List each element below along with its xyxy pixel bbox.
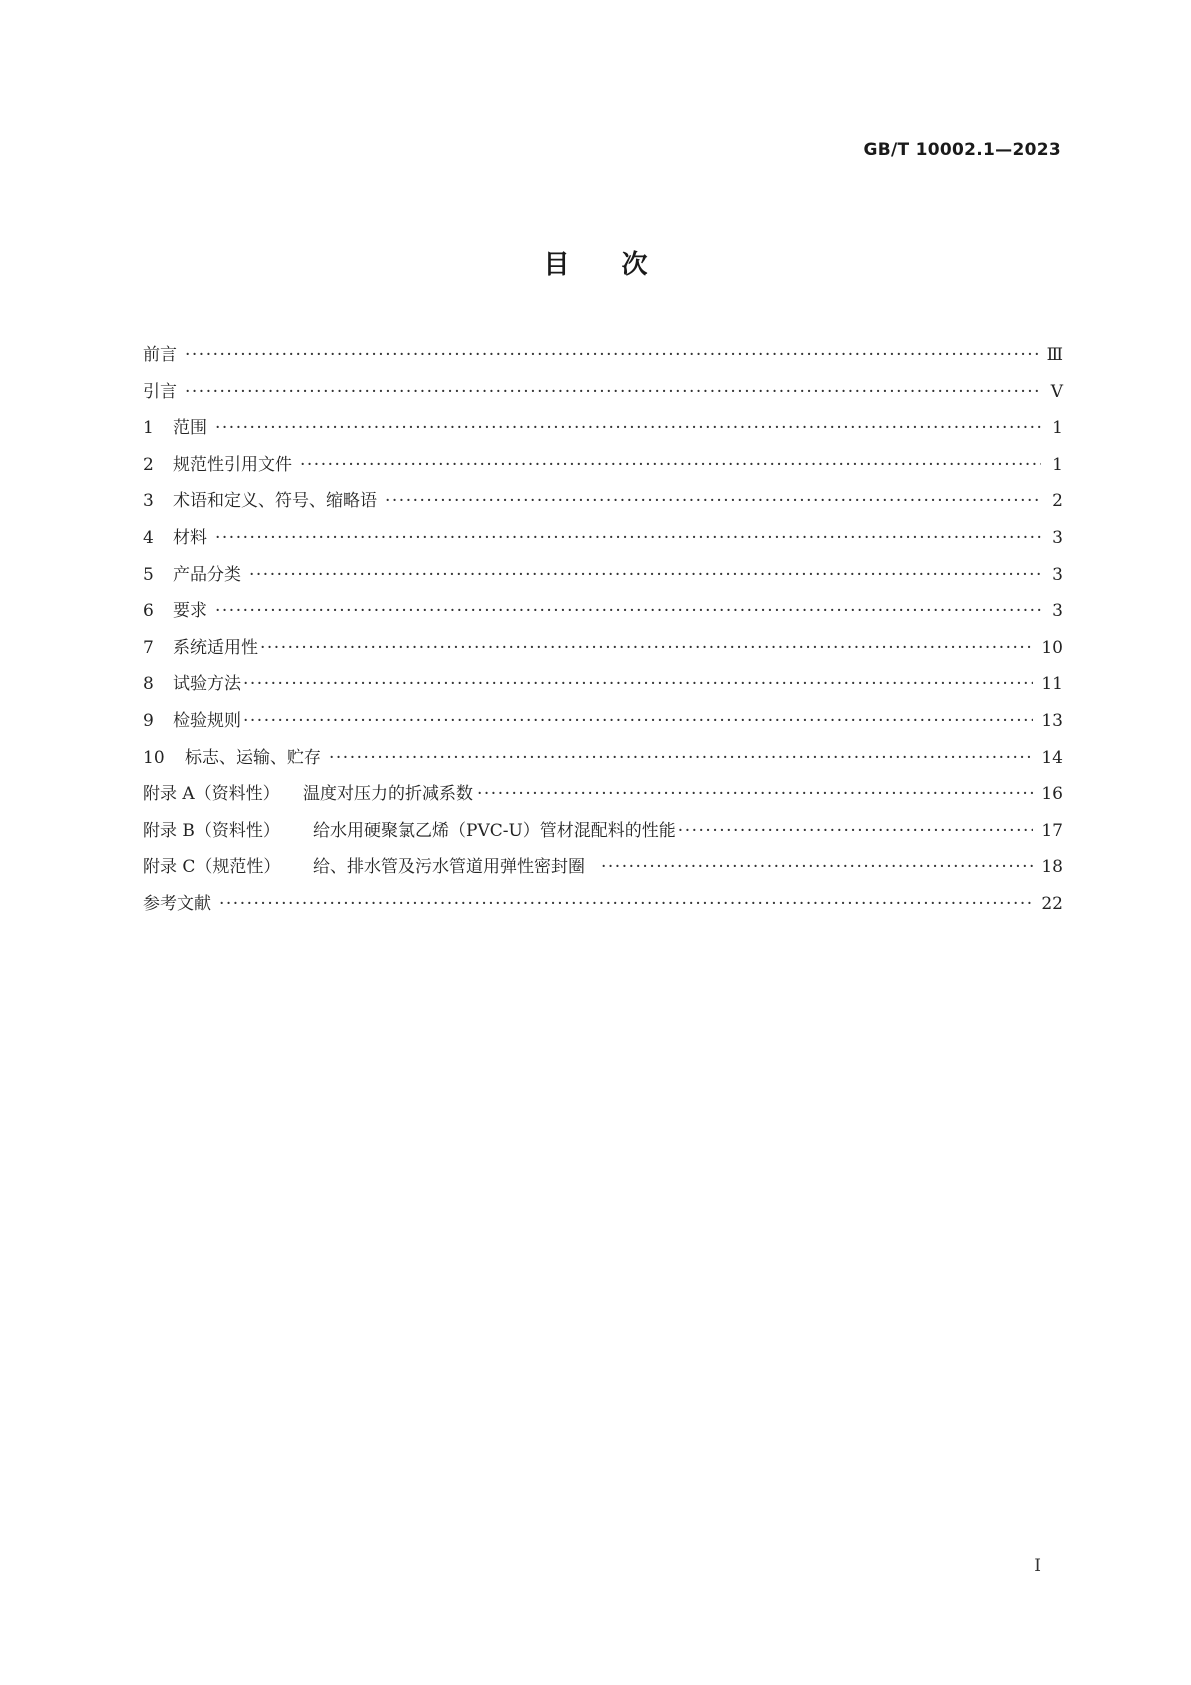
toc-entry-page: 3 xyxy=(1052,601,1063,622)
toc-entry-title: 范围 xyxy=(173,418,207,439)
toc-entry-materials[interactable] xyxy=(143,523,1063,560)
toc-entry-title: 术语和定义、符号、缩略语 xyxy=(173,491,377,512)
toc-entry-title: 引言 xyxy=(143,381,177,402)
toc-entry-scope[interactable] xyxy=(143,413,1063,450)
toc-entry-marking-transport[interactable] xyxy=(143,743,1063,780)
dot-leader xyxy=(185,382,1041,402)
toc-entry-title: 产品分类 xyxy=(173,564,241,585)
toc-entry-label xyxy=(143,486,377,511)
toc-entry-page: 2 xyxy=(1052,491,1063,512)
toc-entry-label xyxy=(143,852,585,877)
dot-leader xyxy=(215,601,1041,621)
toc-entry-number: 5 xyxy=(143,564,154,585)
toc-entry-normative-references[interactable] xyxy=(143,450,1063,487)
toc-entry-page: 13 xyxy=(1041,710,1063,731)
toc-entry-label xyxy=(143,889,211,914)
toc-entry-title: 前言 xyxy=(143,345,177,365)
dot-leader xyxy=(678,821,1034,841)
toc-entry-label xyxy=(143,450,292,475)
toc-entry-test-methods[interactable] xyxy=(143,669,1063,706)
toc-entry-number: 9 xyxy=(143,710,154,731)
dot-leader xyxy=(601,857,1033,877)
toc-entry-label xyxy=(143,560,241,585)
toc-entry-page: Ⅴ xyxy=(1050,381,1063,402)
toc-entry-number: 8 xyxy=(143,674,154,695)
toc-entry-number: 附录 A（资料性） xyxy=(143,784,280,805)
toc-entry-title: 要求 xyxy=(173,601,207,622)
dot-leader xyxy=(215,528,1041,548)
toc-entry-label xyxy=(143,340,177,365)
toc-entry-label xyxy=(143,523,207,548)
toc-entry-title: 参考文献 xyxy=(143,893,211,914)
toc-entry-label xyxy=(143,413,207,438)
toc-entry-title: 标志、运输、贮存 xyxy=(185,747,321,768)
toc-entry-introduction[interactable] xyxy=(143,377,1063,414)
toc-entry-page: 17 xyxy=(1041,820,1063,841)
toc-entry-label xyxy=(143,706,241,731)
toc-entry-number: 7 xyxy=(143,637,154,658)
dot-leader xyxy=(385,491,1041,511)
toc-entry-page: 22 xyxy=(1041,893,1063,914)
toc-entry-annex-a[interactable] xyxy=(143,779,1063,816)
dot-leader xyxy=(243,711,1033,731)
toc-entry-page: 14 xyxy=(1041,747,1063,768)
toc-entry-label xyxy=(143,669,241,694)
toc-entry-number: 1 xyxy=(143,418,154,439)
toc-entry-page: 11 xyxy=(1041,674,1063,695)
toc-entry-title: 温度对压力的折减系数 xyxy=(303,784,473,805)
toc-entry-number: 附录 B（资料性） xyxy=(143,820,280,841)
toc-entry-bibliography[interactable] xyxy=(143,889,1063,926)
dot-leader xyxy=(185,345,1039,365)
toc-entry-annex-c[interactable] xyxy=(143,852,1063,889)
toc-entry-label xyxy=(143,779,473,804)
toc-entry-page: 1 xyxy=(1052,454,1063,475)
toc-entry-number: 3 xyxy=(143,491,154,512)
standard-code: GB/T 10002.1—2023 xyxy=(863,140,1061,160)
toc-entry-title: 材料 xyxy=(173,527,207,548)
toc-entry-page: 18 xyxy=(1041,857,1063,878)
toc-entry-title: 给、排水管及污水管道用弹性密封圈 xyxy=(313,857,585,878)
toc-entry-number: 附录 C（规范性） xyxy=(143,857,281,878)
toc-entry-inspection-rules[interactable] xyxy=(143,706,1063,743)
table-of-contents xyxy=(143,340,1063,926)
toc-entry-title: 给水用硬聚氯乙烯（PVC-U）管材混配料的性能 xyxy=(313,820,676,841)
toc-entry-title: 系统适用性 xyxy=(173,637,258,658)
toc-entry-number: 4 xyxy=(143,527,154,548)
toc-entry-classification[interactable] xyxy=(143,560,1063,597)
dot-leader xyxy=(219,894,1033,914)
toc-entry-title: 规范性引用文件 xyxy=(173,454,292,475)
toc-entry-label xyxy=(143,633,258,658)
toc-entry-terms-definitions[interactable] xyxy=(143,486,1063,523)
toc-entry-page: 3 xyxy=(1052,527,1063,548)
toc-entry-page: 3 xyxy=(1052,564,1063,585)
dot-leader xyxy=(249,565,1041,585)
toc-entry-title: 检验规则 xyxy=(173,710,241,731)
toc-heading: 目次 xyxy=(543,250,700,280)
toc-entry-foreword[interactable] xyxy=(143,340,1063,377)
toc-entry-title: 试验方法 xyxy=(173,674,241,695)
page-number: Ⅰ xyxy=(1034,1556,1041,1576)
toc-entry-label xyxy=(143,596,207,621)
dot-leader xyxy=(215,418,1041,438)
toc-entry-page: Ⅲ xyxy=(1046,345,1063,365)
toc-entry-label xyxy=(143,377,177,402)
toc-entry-page: 1 xyxy=(1052,418,1063,439)
dot-leader xyxy=(243,674,1033,694)
dot-leader xyxy=(329,748,1033,768)
toc-entry-annex-b[interactable] xyxy=(143,816,1063,853)
dot-leader xyxy=(300,455,1041,475)
toc-entry-label xyxy=(143,816,676,841)
toc-entry-system-fitness[interactable] xyxy=(143,633,1063,670)
toc-entry-page: 10 xyxy=(1041,637,1063,658)
toc-entry-page: 16 xyxy=(1041,784,1063,805)
toc-entry-label xyxy=(143,743,321,768)
dot-leader xyxy=(477,784,1033,804)
toc-entry-number: 10 xyxy=(143,747,165,768)
dot-leader xyxy=(260,638,1033,658)
toc-entry-number: 2 xyxy=(143,454,154,475)
toc-entry-requirements[interactable] xyxy=(143,596,1063,633)
toc-entry-number: 6 xyxy=(143,601,154,622)
